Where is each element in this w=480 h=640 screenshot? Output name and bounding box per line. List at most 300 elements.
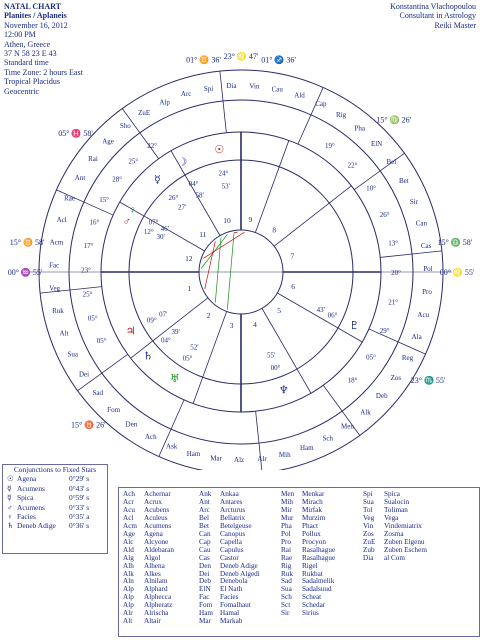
star-degree: 25° [128,157,139,166]
legend-abbrev: Bel [199,513,209,522]
star-degree: 19° [324,142,335,151]
planet-degree: 05° [182,354,193,363]
legend-star-name: Facies [220,593,239,602]
cusp-label: 05° ♓ 58' [58,129,93,139]
legend-star-name: Algol [144,553,161,562]
conjunction-star: Acumens [17,502,45,512]
cusp-label: 00° ♒ 55' [7,268,43,277]
legend-abbrev: Dei [199,569,210,578]
conjunction-symbol: ☉ [7,474,14,484]
legend-abbrev: Cas [199,553,210,562]
planet-glyph: ♄ [143,350,154,363]
legend-star-name: Alpheratz [144,601,173,610]
legend-abbrev: Cau [199,545,211,554]
legend-column-3 [281,491,352,618]
fixed-star-label: ZuE [138,109,151,118]
legend-abbrev: Sir [281,609,290,618]
legend-star-name: Mirfak [302,505,322,514]
conjunction-row [3,503,107,512]
legend-abbrev: ElN [199,585,211,594]
legend-abbrev: Sct [281,601,291,610]
legend-star-name: Castor [220,553,239,562]
fixed-star-label: Sch [322,434,334,443]
cusp-label: 23° ♏ 55' [410,376,446,385]
planet-minute: 58' [195,191,204,200]
legend-star-name: Acubens [144,505,170,514]
fixed-stars-legend [118,487,480,637]
planet-glyph: ☿ [153,174,161,187]
wheel-rings [30,70,452,470]
planet-minute: 46' [160,225,169,233]
legend-abbrev: Dia [363,553,374,562]
planet-degree: 07° [148,218,159,227]
conjunction-row [3,512,107,521]
legend-abbrev: Acm [123,521,137,530]
legend-abbrev: Mir [281,505,292,514]
legend-row [199,618,270,626]
legend-star-name: Deneb Adige [220,561,258,570]
fixed-star-label: Sad [92,389,103,398]
fixed-star-label: Ala [411,332,422,341]
fixed-star-label: Alp [159,98,170,107]
aspect-line [227,233,234,310]
planet-degree: 06° [327,311,338,320]
fixed-star-label: Acu [417,310,430,319]
star-degree: 15° [99,196,110,205]
legend-abbrev: Rae [281,553,293,562]
fixed-star-label: Ruk [52,307,64,316]
star-degree: 22° [147,142,158,151]
legend-abbrev: Alp [123,585,134,594]
chart-place: Athen, Greece [4,39,51,49]
fixed-star-label: Ach [145,432,157,441]
legend-abbrev: Arc [199,505,210,514]
fixed-star-label: Mar [210,454,222,463]
legend-star-name: Denebola [220,577,248,586]
fixed-star-label: Ald [294,91,305,100]
conjunction-orb: 0°59' s [69,493,90,503]
legend-star-name: Menkar [302,490,325,498]
legend-abbrev: Alk [123,569,134,578]
legend-abbrev: Sch [281,593,292,602]
fixed-star-label: Sho [119,122,131,131]
cusp-label: 01° ♐ 36' [261,55,296,65]
fixed-star-label: Acl [56,215,67,224]
fixed-star-label: Vin [249,82,260,91]
fixed-star-label: Ham [299,444,314,453]
legend-abbrev: Ham [199,609,213,618]
legend-abbrev: Mar [199,617,211,626]
legend-star-name: Vega [384,513,399,522]
legend-abbrev: Ank [199,490,212,498]
legend-star-name: Phact [302,521,318,530]
planet-glyph: ♀ [128,204,137,217]
fixed-star-label: Bet [399,177,409,186]
planet-degree: 00° [270,363,281,372]
legend-column-4 [363,491,434,563]
planet-minute: 55' [266,351,276,360]
planet-minute: 53' [221,182,230,191]
chart-zone: Time Zone: 2 hours East [4,67,83,77]
house-number: 10 [223,215,231,225]
chart-date: November 16, 2012 [4,20,68,30]
legend-star-name: Sadalsuud [302,585,332,594]
legend-star-name: Zuben Eschem [384,545,427,554]
legend-abbrev: Alp [123,601,134,610]
legend-abbrev: Fom [199,601,213,610]
cusp-label: 23° ♌ 47' [223,52,259,61]
sign-boundary [354,153,404,189]
fixed-star-label: Alk [360,408,371,417]
legend-abbrev: Pro [281,537,291,546]
legend-abbrev: Zos [363,529,374,538]
conjunction-symbol: ♀ [7,512,13,522]
author-extra: Reiki Master [434,20,476,30]
star-degree: 25° [82,290,93,299]
legend-star-name: Arcturus [220,505,246,514]
fixed-star-label: Cap [315,99,327,108]
legend-star-name: Vindemiatrix [384,521,422,530]
legend-star-name: El Nath [220,585,243,594]
legend-star-name: Acrux [144,497,162,506]
conjunction-orb: 0°33' s [69,502,90,512]
legend-star-name: Altair [144,617,161,626]
fixed-star-label: Spi [203,84,214,93]
planet-minute: 30' [156,233,165,242]
legend-star-name: Agena [144,529,163,538]
legend-abbrev: Deb [199,577,211,586]
fixed-star-label: Ham [186,449,201,458]
conjunction-symbol: ☿ [7,493,12,503]
star-degree: 26° [379,210,390,219]
fixed-star-label: Pol [423,265,433,274]
fixed-star-label: Sir [409,197,419,206]
planet-minute: 52' [190,343,199,352]
legend-star-name: Toliman [384,505,408,514]
conjunction-row [3,493,107,502]
fixed-star-label: Alt [59,329,69,338]
legend-star-name: Aldebaran [144,545,174,554]
fixed-star-label: Rai [88,154,98,163]
legend-star-name: Alcyone [144,537,169,546]
house-number: 12 [185,254,193,264]
legend-abbrev: Mih [281,497,293,506]
legend-star-name: Capulus [220,545,244,554]
fixed-star-label: ElN [370,140,383,149]
legend-abbrev: Bet [199,521,209,530]
planet-degree: 09° [146,316,157,325]
legend-star-name: Betelgeuse [220,521,252,530]
house-number: 2 [206,311,211,321]
legend-abbrev: Ant [199,497,210,506]
legend-abbrev: Pol [281,529,291,538]
planet-degree: 26° [168,193,179,202]
star-degree: 23° [81,266,91,275]
planet-degree: 04° [188,179,199,188]
legend-abbrev: Alr [123,609,133,618]
conjunctions-list [3,474,107,530]
legend-star-name: al Com [384,553,405,562]
legend-star-name: Rukbat [302,569,323,578]
legend-abbrev: Mur [281,513,294,522]
legend-star-name: Rigel [302,561,318,570]
fixed-star-label: Cau [271,85,283,94]
legend-abbrev: Cap [199,537,211,546]
planet-glyph: ♃ [125,325,136,338]
legend-star-name: Achernar [144,490,171,498]
fixed-star-label: Sua [67,350,79,359]
legend-row [363,555,434,563]
fixed-star-label: Ant [74,173,86,182]
house-number: 7 [290,251,295,261]
legend-abbrev: Sua [363,497,374,506]
fixed-star-label: Veg [49,284,61,293]
legend-abbrev: Ach [123,490,135,498]
legend-abbrev: Alt [123,617,133,626]
legend-column-2 [199,491,270,626]
planet-glyph: ♇ [349,319,360,332]
fixed-star-label: Arc [180,90,192,99]
legend-abbrev: Sad [281,577,292,586]
legend-star-name: Zuben Elgenu [384,537,425,546]
legend-abbrev: Den [199,561,211,570]
cusp-label: 15° ♊ 58' [9,237,45,247]
conjunction-row [3,521,107,530]
fixed-star-label: Zos [390,373,402,382]
planet-glyph: ☽ [177,156,188,169]
star-degree: 05° [87,314,98,323]
cusp-label: 00° ♌ 55' [439,268,475,277]
legend-star-name: Alkes [144,569,161,578]
legend-abbrev: Zub [363,545,375,554]
legend-abbrev: Acl [123,513,134,522]
chart-subtitle: Planites / Aplaneis [4,11,67,21]
legend-abbrev: Acu [123,505,135,514]
house-number: 4 [253,320,257,330]
legend-star-name: Schedar [302,601,326,610]
house-number: 6 [291,281,296,291]
legend-column-1 [123,491,194,626]
star-degree: 16° [89,218,100,227]
aspect-line [203,232,244,258]
fixed-star-label: Dei [79,370,90,379]
legend-star-name: Canopus [220,529,246,538]
conjunction-row [3,474,107,483]
legend-abbrev: Can [199,529,211,538]
house-cusp [274,186,351,246]
author-name: Konstantina Vlachopoulou [390,2,476,11]
legend-star-name: Deneb Algedi [220,569,260,578]
legend-star-name: Alnilam [144,577,168,586]
conjunction-star: Acumens [17,483,45,493]
conjunction-star: Facies [17,512,36,522]
star-degree: 10° [366,184,376,193]
legend-star-name: Alphard [144,585,168,594]
planet-glyph: ☉ [214,143,225,156]
legend-star-name: Bellatrix [220,513,246,522]
fixed-star-label: Pha [354,124,365,133]
conjunction-symbol: ♂ [7,502,13,512]
legend-star-name: Acumens [144,521,172,530]
legend-abbrev: Alg [123,553,134,562]
legend-abbrev: Ald [123,545,134,554]
legend-star-name: Rasalhague [302,553,336,562]
legend-star-name: Zosma [384,529,404,538]
legend-star-name: Capella [220,537,242,546]
legend-row [281,610,352,618]
legend-star-name: Antares [220,497,243,506]
legend-abbrev: Ruk [281,569,293,578]
fixed-star-label: Ask [166,442,178,451]
legend-star-name: Sadalmelik [302,577,335,586]
legend-abbrev: Acr [123,497,134,506]
fixed-star-label: Deb [375,392,388,401]
planet-glyph: ♆ [278,384,289,397]
house-number: 9 [248,214,253,224]
star-degree: 18° [347,376,358,385]
legend-abbrev: Alh [123,561,134,570]
sign-boundary [220,71,226,133]
legend-star-name: Murzim [302,513,326,522]
fixed-star-label: Den [125,420,138,429]
fixed-star-label: Acm [49,238,64,247]
star-degree: 13° [388,239,399,248]
legend-star-name: Procyon [302,537,326,546]
fixed-star-label: Fom [107,405,121,414]
conjunction-star: Agena [17,474,37,484]
chart-house-system: Tropical Placidus [4,77,60,87]
conjunction-orb: 0°43' s [69,483,90,493]
conjunction-symbol: ☿ [7,483,12,493]
chart-time-type: Standard time [4,58,49,68]
conjunction-orb: 0°35' a [69,512,90,522]
fixed-star-label: Bel [386,157,397,166]
fixed-star-label: Dia [226,82,237,91]
conjunction-symbol: ♄ [7,521,14,531]
fixed-star-label: Can [415,219,428,228]
legend-abbrev: Rai [281,545,291,554]
star-degree: 21° [388,298,399,307]
star-degree: 17° [83,242,94,251]
legend-star-name: Ankaa [220,490,239,498]
house-number: 8 [272,225,277,235]
legend-star-name: Sualocin [384,497,410,506]
house-cusp [193,311,227,403]
house-number: 11 [199,229,207,239]
legend-abbrev: Veg [363,513,375,522]
cusp-label: 15° ♎ 58' [437,237,473,247]
planet-degree: 12° [143,227,154,236]
author-role: Consultant in Astrology [399,11,476,21]
legend-abbrev: Age [123,529,135,538]
planet-glyph: ♂ [122,216,131,229]
legend-abbrev: Pha [281,521,292,530]
chart-time: 12:00 PM [4,30,36,40]
legend-star-name: Alhena [144,561,165,570]
legend-abbrev: Sua [281,585,292,594]
house-number: 1 [187,283,192,293]
star-degree: 22° [347,161,358,170]
legend-star-name: Spica [384,490,400,498]
fixed-star-label: Alz [234,455,245,464]
conjunction-row [3,484,107,493]
legend-abbrev: ZuE [363,537,376,546]
fixed-star-label: Reg [401,354,414,363]
sign-boundary [380,251,442,257]
legend-abbrev: Spi [363,490,373,498]
aspect-line [215,237,221,302]
legend-abbrev: Rig [281,561,292,570]
fixed-star-label: Fac [49,261,60,270]
fixed-star-label: Rae [64,194,75,203]
cusp-label: 15° ♉ 26' [70,420,106,430]
conjunction-star: Spica [17,493,34,503]
planet-degree: 24° [218,169,229,178]
planet-minute: 27' [177,203,187,212]
legend-abbrev: Alc [123,537,134,546]
legend-star-name: Rasalhague [302,545,336,554]
fixed-star-label: Mih [278,450,291,459]
legend-abbrev: Men [281,490,295,498]
fixed-star-label: Alr [257,454,267,463]
legend-star-name: Pollux [302,529,321,538]
star-degree: 05° [366,353,376,362]
legend-star-name: Mirach [302,497,323,506]
planet-minute: 07' [159,310,168,319]
legend-abbrev: Fac [199,593,210,602]
conjunctions-panel [2,464,108,554]
planet-degree: 04° [161,336,171,345]
planet-glyph: ♅ [169,373,180,386]
planet-minute: 43' [316,306,325,315]
legend-star-name: Scheat [302,593,322,602]
chart-title: NATAL CHART [4,2,61,11]
chart-centric: Geocentric [4,86,40,96]
legend-star-name: Alrischa [144,609,169,618]
legend-star-name: Alphecca [144,593,172,602]
fixed-star-label: Rig [336,111,347,120]
planet-minute: 39' [171,327,180,336]
legend-abbrev: Tol [363,505,373,514]
house-cusp [255,140,289,235]
conjunctions-title: Conjunctions to Fixed Stars [13,465,97,474]
legend-star-name: Aculeus [144,513,168,522]
conjunction-orb: 0°29' s [69,474,90,484]
legend-abbrev: Vin [363,521,374,530]
legend-star-name: Markab [220,617,243,626]
fixed-star-label: Pro [422,288,432,297]
legend-abbrev: Alp [123,593,134,602]
legend-star-name: Fomalhaut [220,601,251,610]
conjunction-orb: 0°36' s [69,521,90,531]
fixed-star-label: Men [341,422,354,431]
legend-abbrev: Aln [123,577,134,586]
house-number: 5 [277,306,282,316]
legend-star-name: Hamal [220,609,240,618]
star-degree: 20° [391,269,401,277]
cusp-label: 01° ♊ 36' [186,55,221,65]
fixed-star-label: Cas [420,242,432,251]
chart-coords: 37 N 58 23 E 43 [4,49,57,59]
fixed-star-label: Age [102,137,114,146]
legend-star-name: Sirius [302,609,319,618]
house-number: 3 [229,321,234,331]
star-degree: 29° [379,327,390,336]
conjunction-star: Deneb Adige [17,521,56,531]
star-degree: 28° [112,175,123,184]
legend-row [123,618,194,626]
cusp-label: 15° ♍ 26' [376,115,412,125]
